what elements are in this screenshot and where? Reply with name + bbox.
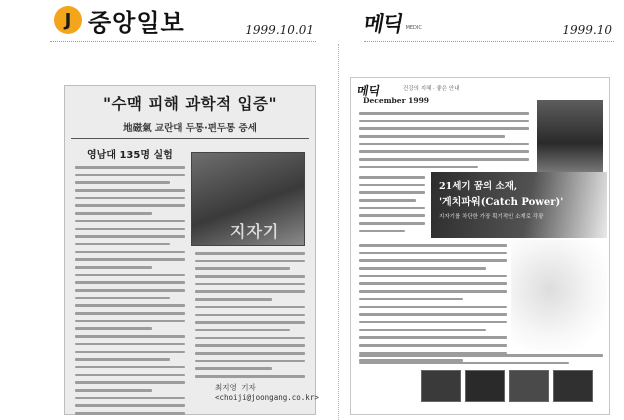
left-date: 1999.10.01 (245, 23, 314, 37)
right-date: 1999.10 (562, 23, 612, 37)
magazine-thumbnail (553, 370, 593, 402)
clipping-body-column-1 (75, 166, 185, 420)
magazine-clipping (350, 77, 610, 415)
magazine-thumbnail-strip (421, 370, 593, 402)
magazine-title-banner (431, 172, 607, 238)
joongang-logo-name: 중앙일보 (88, 8, 185, 37)
magazine-thumbnail (465, 370, 505, 402)
clipping-email: <choiji@joongang.co.kr> (215, 393, 319, 402)
magazine-mini-logo: 메딕 (355, 84, 382, 98)
clipping-headline: "수맥 피해 과학적 입증" (102, 94, 278, 113)
magazine-thumbnail (421, 370, 461, 402)
clipping-photo-label: 지자기 (230, 222, 280, 241)
magazine-intro-text (359, 112, 529, 174)
magazine-body-column (359, 244, 507, 367)
medic-logo-mark: 메딕 (361, 12, 405, 36)
magazine-left-column (359, 176, 425, 238)
magazine-bottom-text (359, 354, 603, 369)
clipping-rule (71, 138, 309, 139)
joongang-logo (54, 5, 185, 35)
clipping-body-column-2 (195, 252, 305, 383)
left-header-rule (50, 41, 316, 42)
medic-logo-sub: MEDIC (405, 25, 422, 31)
clipping-photo (191, 152, 305, 246)
magazine-title-line2: '게치파워(Catch Power)' (439, 197, 564, 208)
magazine-title-line3: 지자기를 차단한 가장 획기적인 소재로 각광 (439, 214, 544, 220)
clipping-subhead: 地磁氣 교란대 두통·편두통 증세 (123, 123, 257, 134)
medic-logo (361, 10, 422, 36)
right-header (361, 2, 614, 42)
magazine-figure-image (511, 240, 607, 350)
magazine-portrait-photo (537, 100, 603, 172)
magazine-issue: December 1999 (363, 96, 430, 105)
clipping-kicker: 영남대 135명 실험 (87, 150, 173, 161)
clipping-byline: 최지영 기자 (215, 383, 256, 392)
left-header (50, 2, 316, 42)
magazine-title-line1: 21세기 꿈의 소재, (439, 181, 518, 192)
magazine-thumbnail (509, 370, 549, 402)
right-header-rule (364, 41, 614, 42)
magazine-section: 건강의 지혜 · 좋은 안내 (403, 86, 460, 92)
newspaper-clipping (64, 85, 319, 415)
joongang-logo-icon: J (54, 6, 82, 34)
